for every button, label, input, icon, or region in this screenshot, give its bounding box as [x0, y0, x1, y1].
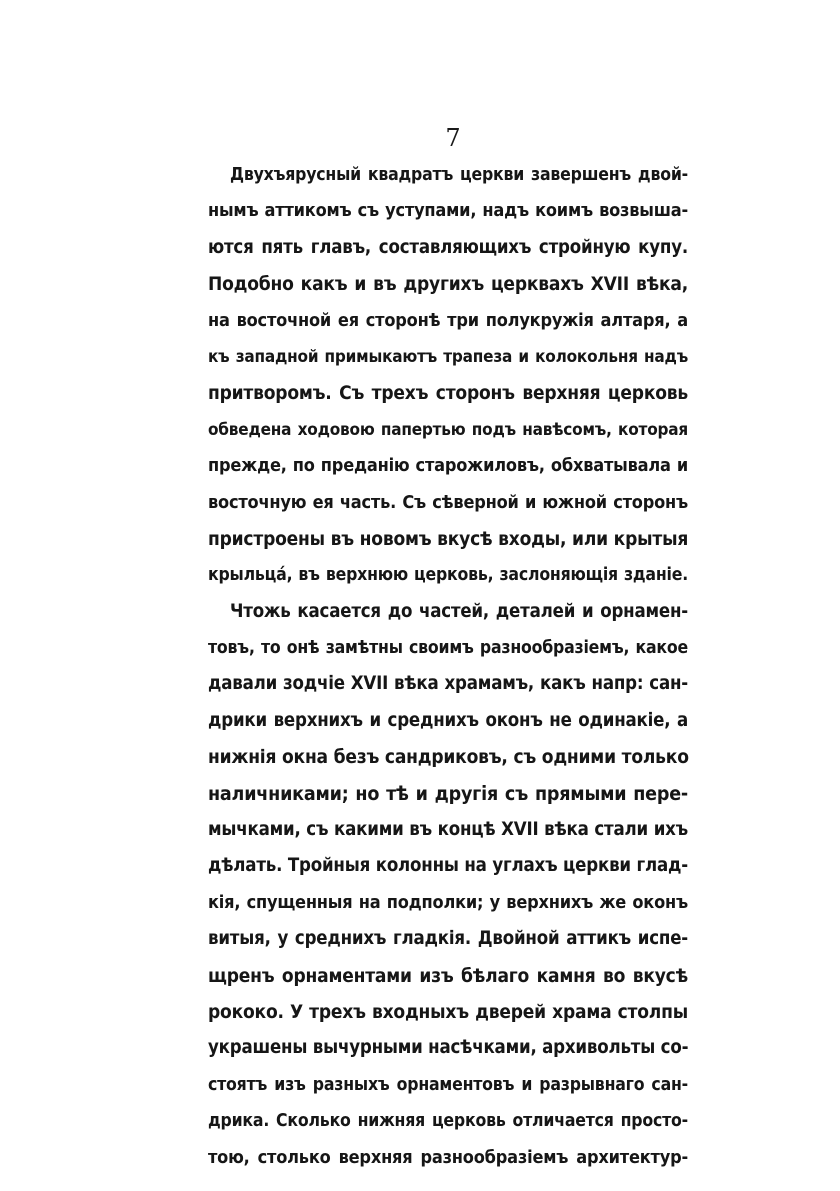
page-number: 7	[445, 124, 461, 152]
text-line: товъ, то онѣ замѣтны своимъ разнообразіемъ, какое	[208, 638, 688, 659]
text-line: ются пять главъ, составляющихъ стройную купу.	[208, 236, 688, 258]
text-line: на восточной ея сторонѣ три полукружія алтаря, а	[208, 309, 688, 331]
text-line: рококо. У трехъ входныхъ дверей храма столпы	[208, 1000, 688, 1023]
text-line: обведена ходовою папертью подъ навѣсомъ, которая	[208, 419, 688, 440]
text-line: дрики верхнихъ и среднихъ оконъ не одинакіе, а	[208, 709, 688, 731]
text-line: восточную ея часть. Съ сѣверной и южной сторонъ	[208, 491, 688, 513]
text-line: украшены вычурными насѣчками, архивольты со-	[208, 1037, 689, 1059]
text-line: Чтожь касается до частей, деталей и орнамен-	[230, 600, 688, 622]
text-line: давали зодчіе XVII вѣка храмамъ, какъ напр: сан-	[208, 673, 688, 695]
text-line: пристроены въ новомъ вкусѣ входы, или крытыя	[208, 527, 689, 550]
text-line: нымъ аттикомъ съ уступами, надъ коимъ возвыша-	[208, 200, 688, 222]
text-line: щренъ орнаментами изъ бѣлаго камня во вкусѣ	[208, 964, 688, 987]
text-line: дрика. Сколько нижняя церковь отличается просто-	[208, 1111, 688, 1132]
text-line: къ западной примыкаютъ трапеза и колокольня надъ	[208, 346, 688, 367]
text-line: Подобно какъ и въ другихъ церквахъ XVII вѣка,	[208, 273, 688, 296]
text-line: тою, столько верхняя разнообразіемъ архитектур-	[208, 1146, 688, 1168]
text-line: Двухъярусный квадратъ церкви завершенъ двой-	[230, 165, 688, 185]
text-line: наличниками; но тѣ и другія съ прямыми пере-	[208, 781, 688, 805]
text-line: кія, спущенныя на подполки; у верхнихъ же оконъ	[208, 891, 688, 913]
body-text	[208, 157, 688, 1176]
text-line: мычками, съ какими въ концѣ XVII вѣка стали ихъ	[208, 819, 688, 841]
text-line: дѣлать. Тройныя колонны на углахъ церкви глад-	[208, 855, 688, 877]
text-line: крыльцá, въ верхнюю церковь, заслоняющія зданіе.	[208, 565, 688, 586]
text-line: витыя, у среднихъ гладкія. Двойной аттикъ испе-	[208, 928, 688, 950]
text-line: притворомъ. Съ трехъ сторонъ верхняя церковь	[208, 382, 688, 405]
text-line: стоятъ изъ разныхъ орнаментовъ и разрывнаго сан-	[208, 1074, 688, 1095]
text-line: прежде, по преданію старожиловъ, обхватывала и	[208, 455, 688, 477]
text-line: нижнія окна безъ сандриковъ, съ одними только	[208, 746, 689, 769]
